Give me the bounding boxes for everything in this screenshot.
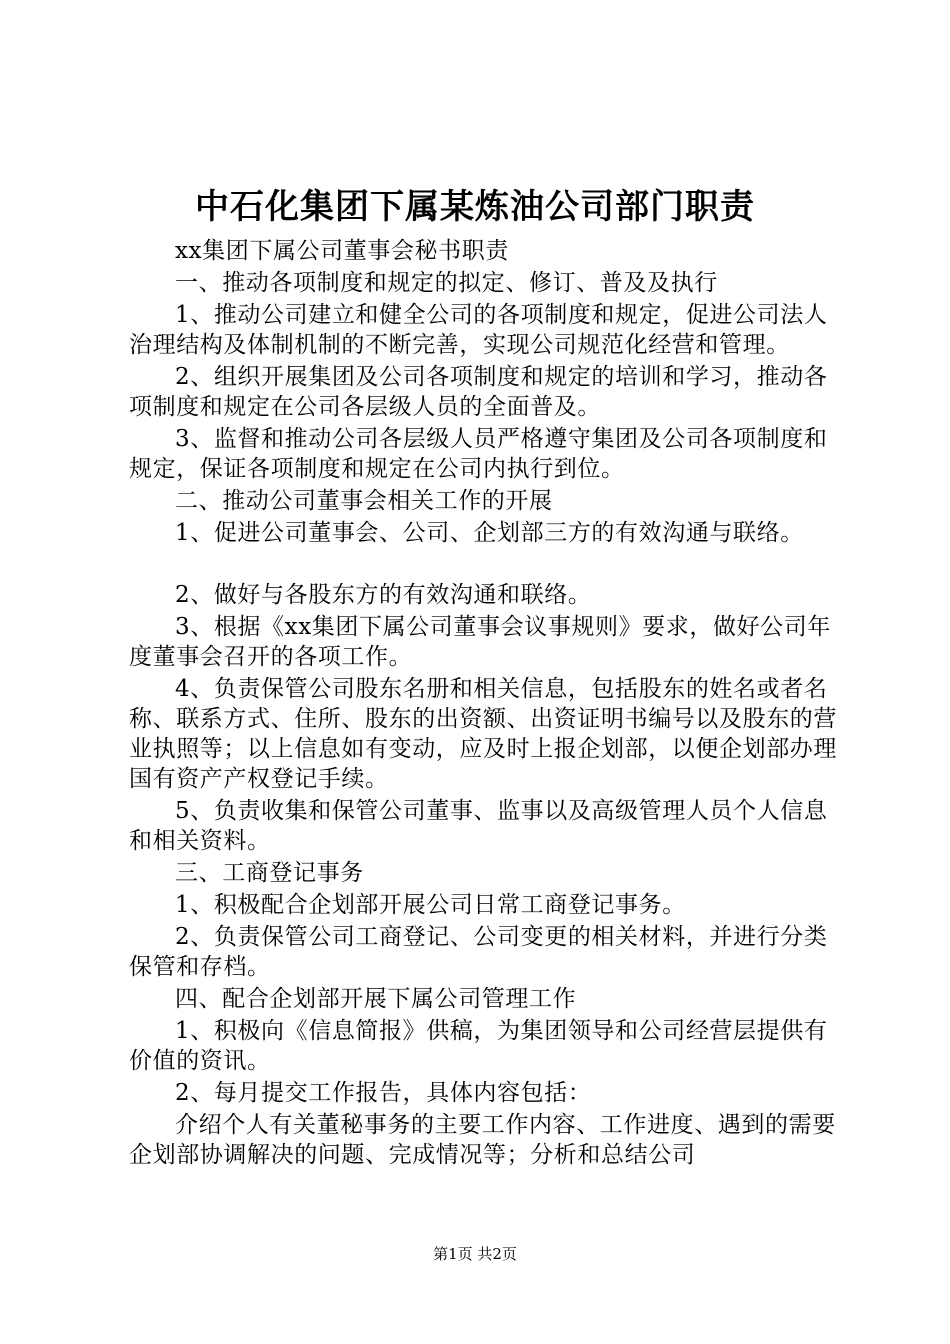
paragraph: 1、推动公司建立和健全公司的各项制度和规定，促进公司法人治理结构及体制机制的不断完善，实现公司规范化经营和管理。 (129, 302, 828, 358)
paragraph: 1、积极向《信息简报》供稿，为集团领导和公司经营层提供有价值的资讯。 (129, 1018, 828, 1074)
paragraph: 2、做好与各股东方的有效沟通和联络。 (175, 582, 592, 608)
paragraph: 5、负责收集和保管公司董事、监事以及高级管理人员个人信息和相关资料。 (129, 798, 828, 854)
paragraph: xx集团下属公司董事会秘书职责 (175, 238, 509, 264)
paragraph: 1、促进公司董事会、公司、企划部三方的有效沟通与联络。 (175, 520, 804, 546)
section-heading: 三、工商登记事务 (175, 860, 364, 886)
page-footer: 第1页 共2页 (433, 1245, 517, 1263)
document-body (129, 236, 839, 1172)
paragraph: 2、组织开展集团及公司各项制度和规定的培训和学习，推动各项制度和规定在公司各层级人员的全面普及。 (129, 364, 828, 420)
section-heading: 四、配合企划部开展下属公司管理工作 (175, 986, 577, 1012)
paragraph: 介绍个人有关董秘事务的主要工作内容、工作进度、遇到的需要企划部协调解决的问题、完成情况等；分析和总结公司 (129, 1112, 836, 1168)
paragraph: 3、监督和推动公司各层级人员严格遵守集团及公司各项制度和规定，保证各项制度和规定在公司内执行到位。 (129, 426, 828, 482)
document-title: 中石化集团下属某炼油公司部门职责 (195, 187, 755, 227)
paragraph: 2、负责保管公司工商登记、公司变更的相关材料，并进行分类保管和存档。 (129, 924, 828, 980)
section-heading: 一、推动各项制度和规定的拟定、修订、普及及执行 (175, 270, 718, 296)
paragraph: 3、根据《xx集团下属公司董事会议事规则》要求，做好公司年度董事会召开的各项工作。 (129, 614, 831, 670)
section-heading: 二、推动公司董事会相关工作的开展 (175, 488, 553, 514)
paragraph: 4、负责保管公司股东名册和相关信息，包括股东的姓名或者名称、联系方式、住所、股东的出资额、出资证明书编号以及股东的营业执照等；以上信息如有变动，应及时上报企划部，以便企划部办理国有资产产权登记手续。 (129, 676, 837, 792)
paragraph: 2、每月提交工作报告，具体内容包括： (175, 1080, 592, 1106)
paragraph: 1、积极配合企划部开展公司日常工商登记事务。 (175, 892, 686, 918)
